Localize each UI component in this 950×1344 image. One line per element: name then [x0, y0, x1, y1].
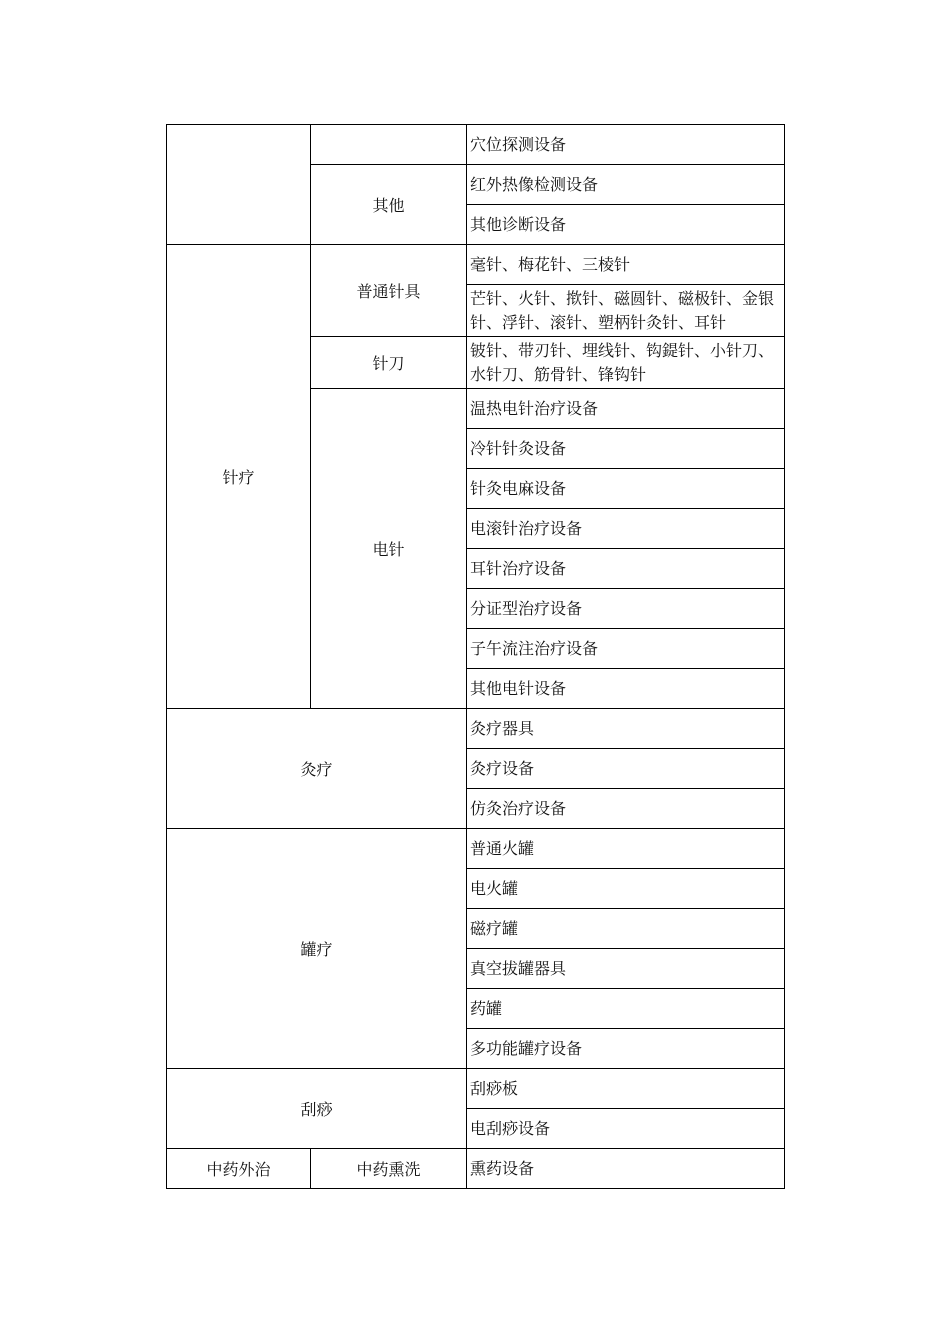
- item-cell: 熏药设备: [467, 1149, 785, 1189]
- category-cell: 刮痧: [167, 1069, 467, 1149]
- item-cell: 子午流注治疗设备: [467, 629, 785, 669]
- item-cell: 冷针针灸设备: [467, 429, 785, 469]
- category-cell: 中药外治: [167, 1149, 311, 1189]
- item-cell: 刮痧板: [467, 1069, 785, 1109]
- item-cell: 芒针、火针、揿针、磁圆针、磁极针、金银针、浮针、滚针、塑柄针灸针、耳针: [467, 285, 785, 337]
- item-cell: 真空拔罐器具: [467, 949, 785, 989]
- item-cell: 灸疗器具: [467, 709, 785, 749]
- table-row: [167, 1069, 785, 1109]
- category-cell: [167, 125, 311, 245]
- item-cell: 灸疗设备: [467, 749, 785, 789]
- subcategory-cell: 其他: [311, 165, 467, 245]
- item-cell: 红外热像检测设备: [467, 165, 785, 205]
- item-cell: 普通火罐: [467, 829, 785, 869]
- subcategory-cell: 针刀: [311, 337, 467, 389]
- item-cell: 温热电针治疗设备: [467, 389, 785, 429]
- equipment-table: [166, 124, 785, 1189]
- item-cell: 穴位探测设备: [467, 125, 785, 165]
- category-cell: 灸疗: [167, 709, 467, 829]
- item-cell: 电滚针治疗设备: [467, 509, 785, 549]
- item-cell: 磁疗罐: [467, 909, 785, 949]
- item-cell: 针灸电麻设备: [467, 469, 785, 509]
- item-cell: 其他诊断设备: [467, 205, 785, 245]
- subcategory-cell: 电针: [311, 389, 467, 709]
- item-cell: 毫针、梅花针、三棱针: [467, 245, 785, 285]
- item-cell: 耳针治疗设备: [467, 549, 785, 589]
- subcategory-cell: 中药熏洗: [311, 1149, 467, 1189]
- subcategory-cell: 普通针具: [311, 245, 467, 337]
- item-cell: 仿灸治疗设备: [467, 789, 785, 829]
- item-cell: 其他电针设备: [467, 669, 785, 709]
- table-row: [167, 829, 785, 869]
- table-row: [167, 245, 785, 285]
- table-row: [167, 125, 785, 165]
- item-cell: 铍针、带刃针、埋线针、钩鍉针、小针刀、水针刀、筋骨针、锋钩针: [467, 337, 785, 389]
- item-cell: 多功能罐疗设备: [467, 1029, 785, 1069]
- subcategory-cell: [311, 125, 467, 165]
- category-cell: 罐疗: [167, 829, 467, 1069]
- item-cell: 电刮痧设备: [467, 1109, 785, 1149]
- table-row: [167, 709, 785, 749]
- item-cell: 电火罐: [467, 869, 785, 909]
- item-cell: 分证型治疗设备: [467, 589, 785, 629]
- category-cell: 针疗: [167, 245, 311, 709]
- table-row: [167, 1149, 785, 1189]
- item-cell: 药罐: [467, 989, 785, 1029]
